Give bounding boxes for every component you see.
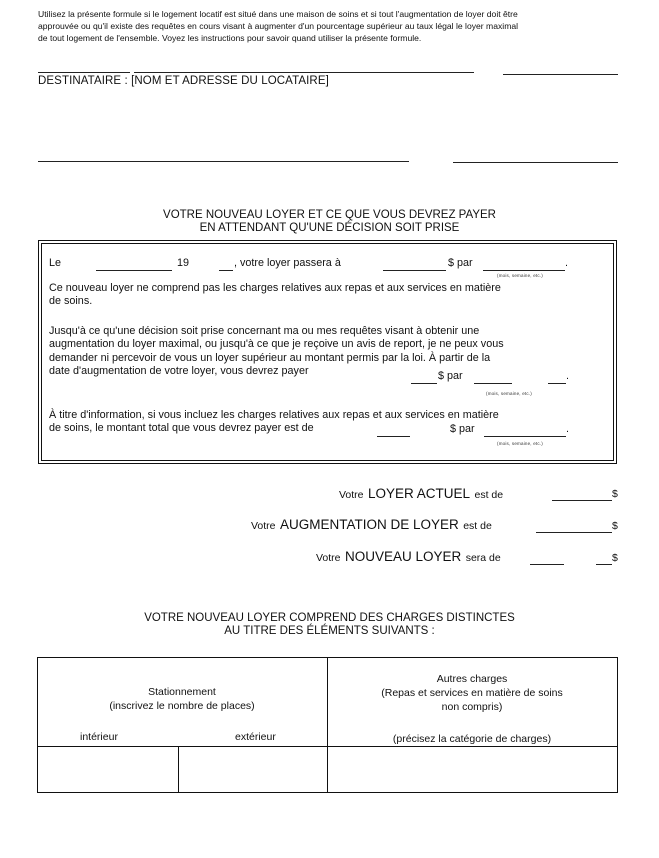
recipient-address-field[interactable]: [453, 162, 618, 163]
dollar-per-label: $ par: [448, 257, 473, 269]
other-specify-label: (précisez la catégorie de charges): [392, 733, 552, 745]
intro-line: de tout logement de l'ensemble. Voyez les instructions pour savoir quand utiliser la présente formule.: [38, 33, 422, 43]
dollar-sign: $: [612, 488, 618, 500]
intro-text: [38, 8, 624, 44]
heading-line: AU TITRE DES ÉLÉMENTS SUIVANTS :: [224, 625, 435, 637]
blank-line: [503, 74, 618, 75]
rent-increase-field[interactable]: [536, 532, 612, 533]
para-line: Ce nouveau loyer ne comprend pas les charges relatives aux repas et aux services en matière: [49, 282, 501, 294]
label-emphasis: NOUVEAU LOYER: [344, 549, 462, 564]
parking-header: [37, 685, 327, 713]
indoor-spaces-input[interactable]: [38, 747, 177, 791]
dollar-sign: $: [612, 552, 618, 564]
period-dot: .: [566, 423, 569, 435]
other-charges-input[interactable]: [328, 747, 616, 791]
label-emphasis: AUGMENTATION DE LOYER: [279, 517, 459, 532]
blank-line: [134, 72, 474, 73]
period-field[interactable]: [483, 270, 565, 271]
label-prefix: Votre: [316, 552, 341, 564]
pay-amount-field[interactable]: [411, 383, 437, 384]
total-period-field[interactable]: [484, 436, 566, 437]
heading-line: VOTRE NOUVEAU LOYER COMPREND DES CHARGES DISTINCTES: [144, 612, 515, 624]
other-subtitle: non compris): [441, 701, 503, 713]
new-rent-row: [316, 548, 501, 566]
para-line: À titre d'information, si vous incluez les charges relatives aux repas et aux services en matière: [49, 409, 499, 421]
rent-increase-row: [251, 516, 492, 534]
label-emphasis: LOYER ACTUEL: [367, 486, 471, 501]
period-dot: .: [566, 370, 569, 382]
para-line: date d'augmentation de votre loyer, vous devrez payer: [49, 365, 309, 378]
recipient-address-field[interactable]: [38, 161, 409, 162]
pay-period-field-2[interactable]: [548, 383, 566, 384]
parking-subtitle: (inscrivez le nombre de places): [109, 700, 255, 712]
label-prefix: Votre: [339, 489, 364, 501]
pay-period-field[interactable]: [474, 383, 512, 384]
date-field[interactable]: [96, 270, 172, 271]
period-hint: (mois, semaine, etc.): [486, 391, 532, 396]
other-charges-header: [327, 672, 617, 714]
parking-title: Stationnement: [148, 686, 216, 698]
dollar-per-label: $ par: [438, 370, 463, 382]
paragraph-pending-decision: [49, 325, 614, 379]
current-rent-row: [339, 485, 503, 503]
dollar-sign: $: [612, 520, 618, 532]
label-prefix: Votre: [251, 520, 276, 532]
para-line: augmentation du loyer maximal, ou jusqu'à ce que je reçoive un avis de report, je ne peux vous: [49, 338, 504, 351]
heading-line: VOTRE NOUVEAU LOYER ET CE QUE VOUS DEVREZ PAYER: [163, 209, 496, 221]
outdoor-label: extérieur: [235, 731, 276, 743]
new-rent-field[interactable]: [530, 564, 564, 565]
blank-line: [38, 72, 130, 73]
indoor-label: intérieur: [80, 731, 118, 743]
new-rent-amount-field[interactable]: [383, 270, 446, 271]
label-suffix: sera de: [465, 552, 501, 564]
new-rent-field-2[interactable]: [596, 564, 612, 565]
paragraph-meals-excluded: [49, 282, 609, 309]
intro-line: approuvée ou qu'il existe des requêtes en cours visant à augmenter d'un pourcentage supérieur au taux légal le loyer maximal: [38, 21, 519, 31]
charges-section-heading: [0, 612, 659, 638]
outdoor-spaces-input[interactable]: [179, 747, 326, 791]
rent-section-heading: [0, 209, 659, 235]
will-become-label: , votre loyer passera à: [234, 257, 341, 269]
para-line: demander ni percevoir de vous un loyer supérieur au montant permis par la loi. À partir de la: [49, 351, 491, 364]
period-hint: (mois, semaine, etc.): [497, 441, 543, 446]
year-field[interactable]: [219, 270, 233, 271]
label-suffix: est de: [474, 489, 504, 501]
other-title: Autres charges: [436, 673, 508, 685]
para-line: de soins, le montant total que vous devrez payer est de: [49, 422, 314, 435]
dollar-per-label: $ par: [450, 423, 475, 435]
current-rent-field[interactable]: [552, 500, 612, 501]
other-subtitle: (Repas et services en matière de soins: [381, 687, 563, 699]
period-hint: (mois, semaine, etc.): [497, 273, 543, 278]
total-amount-field[interactable]: [377, 436, 410, 437]
recipient-label: DESTINATAIRE : [NOM ET ADRESSE DU LOCATAIRE]: [38, 75, 329, 87]
period-dot: .: [565, 257, 568, 269]
intro-line: Utilisez la présente formule si le logement locatif est situé dans une maison de soins et si tout l'augmentation de loyer doit être: [38, 9, 518, 19]
para-line: de soins.: [49, 295, 93, 308]
label-suffix: est de: [463, 520, 492, 532]
paragraph-total-with-meals: [49, 409, 614, 436]
le-label: Le: [49, 257, 62, 269]
year-label: 19: [177, 257, 190, 269]
heading-line: EN ATTENDANT QU'UNE DÉCISION SOIT PRISE: [199, 222, 460, 234]
para-line: Jusqu'à ce qu'une décision soit prise concernant ma ou mes requêtes visant à obtenir une: [49, 325, 480, 337]
